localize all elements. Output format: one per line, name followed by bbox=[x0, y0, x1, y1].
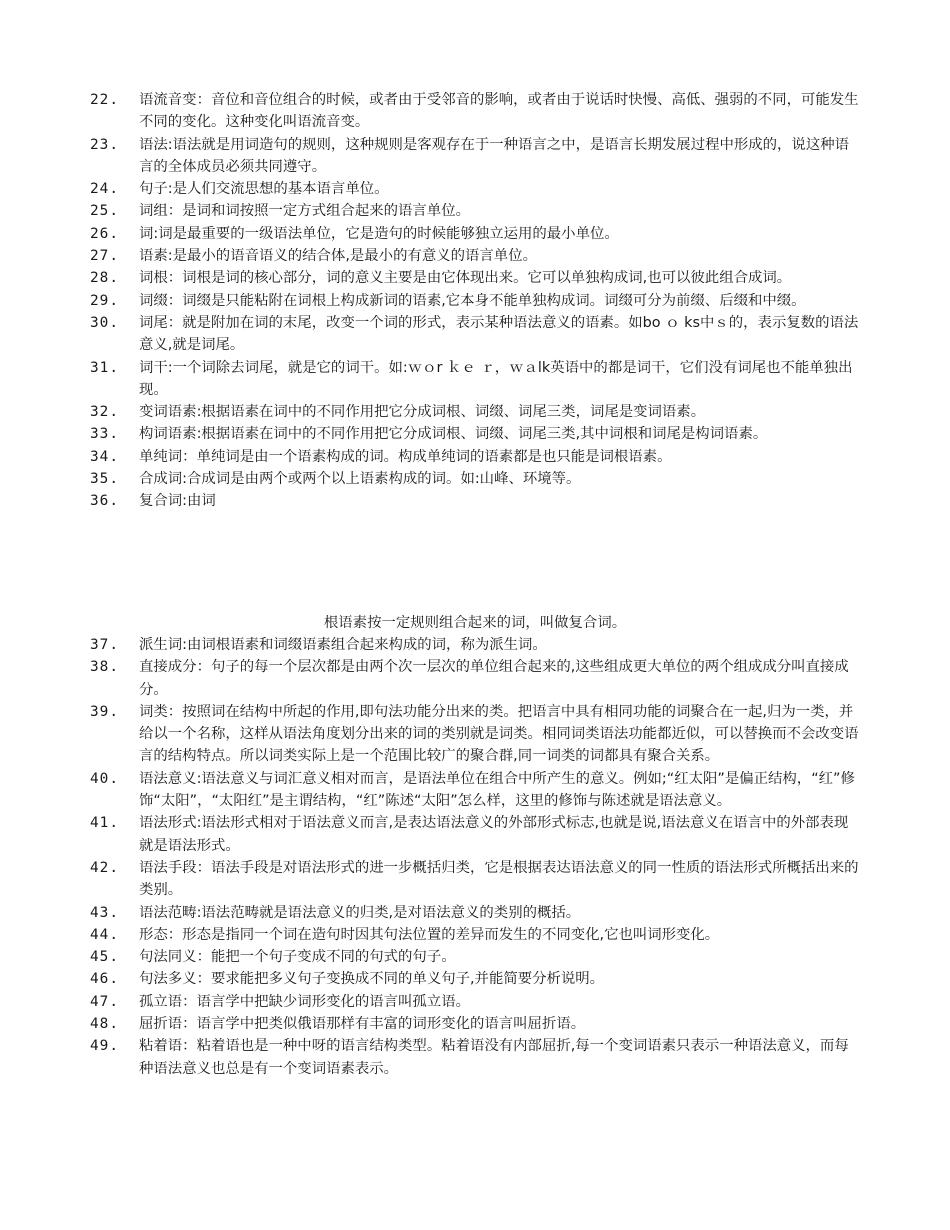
definition-item bbox=[0, 89, 950, 134]
definition-item bbox=[0, 902, 950, 924]
definition-item bbox=[0, 468, 950, 490]
item-number: 32. bbox=[90, 404, 119, 421]
item-text: 粘着语：粘着语也是一种中呀的语言结构类型。粘着语没有内部屈折,每一个变词语素只表示一种语法意义，而每种语法意义也总是有一个变词语素表示。 bbox=[139, 1038, 849, 1077]
item-text: 语法手段：语法手段是对语法形式的进一步概括归类，它是根据表达语法意义的同一性质的语法形式所概括出来的类别。 bbox=[139, 859, 859, 899]
item-text: 句法同义：能把一个句子变成不同的句式的句子。 bbox=[139, 949, 456, 966]
definition-item bbox=[0, 290, 950, 312]
item-number: 27. bbox=[90, 248, 119, 265]
item-text: 词类：按照词在结构中所起的作用,即句法功能分出来的类。把语言中具有相同功能的词聚合在一起,归为一类，并给以一个名称，这样从语法角度划分出来的词的类别就是词类。相同词类语法功能都近似，可以替换而不会改变语言的结构特点。所以词类实际上是一个范围比较广的聚合群,同一词类的词都具有聚合关系。 bbox=[139, 703, 859, 765]
item-text: 变词语素:根据语素在词中的不同作用把它分成词根、词缀、词尾三类，词尾是变词语素。 bbox=[139, 404, 706, 421]
item-number: 26. bbox=[90, 225, 119, 242]
item-number: 23. bbox=[90, 136, 119, 153]
definition-item bbox=[0, 401, 950, 423]
item-text: 合成词:合成词是由两个或两个以上语素构成的词。如:山峰、环境等。 bbox=[139, 471, 581, 488]
definition-item bbox=[0, 946, 950, 968]
definition-item bbox=[0, 991, 950, 1013]
item-number: 24. bbox=[90, 181, 119, 198]
item-text: 语法:语法就是用词造句的规则，这种规则是客观存在于一种语言之中，是语言长期发展过程中形成的，说这种语言的全体成员必须共同遵守。 bbox=[139, 136, 849, 175]
definition-item bbox=[0, 1035, 950, 1080]
item-number: 41. bbox=[90, 815, 119, 832]
definition-item bbox=[0, 924, 950, 946]
item-text: 语流音变：音位和音位组合的时候，或者由于受邻音的影响，或者由于说话时快慢、高低、强弱的不同，可能发生不同的变化。这种变化叫语流音变。 bbox=[139, 92, 859, 131]
definition-item bbox=[0, 634, 950, 656]
definition-item bbox=[0, 656, 950, 701]
item-number: 49. bbox=[90, 1038, 119, 1055]
item-text: 词组：是词和词按照一定方式组合起来的语言单位。 bbox=[139, 203, 470, 220]
item-number: 38. bbox=[90, 659, 119, 676]
definition-item bbox=[0, 1013, 950, 1035]
item-text: 句法多义：要求能把多义句子变换成不同的单义句子,并能简要分析说明。 bbox=[139, 971, 605, 988]
item-number: 28. bbox=[90, 270, 119, 287]
item-number: 30. bbox=[90, 314, 119, 331]
item-text: 语法范畴:语法范畴就是语法意义的归类,是对语法意义的类别的概括。 bbox=[139, 904, 581, 921]
item-number: 43. bbox=[90, 904, 119, 921]
item-text: 构词语素:根据语素在词中的不同作用把它分成词根、词缀、词尾三类,其中词根和词尾是构词语素。 bbox=[139, 426, 768, 443]
item-text: 语素:是最小的语音语义的结合体,是最小的有意义的语言单位。 bbox=[139, 248, 537, 265]
item-number: 22. bbox=[90, 92, 119, 108]
item-text: 单纯词：单纯词是由一个语素构成的词。构成单纯词的语素都是也只能是词根语素。 bbox=[139, 448, 672, 465]
definition-item bbox=[0, 245, 950, 267]
item-number: 35. bbox=[90, 471, 119, 488]
definition-item bbox=[0, 423, 950, 445]
item-number: 44. bbox=[90, 926, 119, 943]
item-text: 孤立语：语言学中把缺少词形变化的语言叫孤立语。 bbox=[139, 993, 470, 1010]
definition-item bbox=[0, 178, 950, 200]
item-number: 33. bbox=[90, 426, 119, 443]
definition-item bbox=[0, 768, 950, 813]
item-text: 句子:是人们交流思想的基本语言单位。 bbox=[139, 181, 389, 198]
item-text: 词干:一个词除去词尾，就是它的词干。如:ｗｏr ｋｅ ｒ，ｗａlk英语中的都是词干，它们没有词尾也不能单独出现。 bbox=[139, 359, 853, 398]
definition-item bbox=[0, 968, 950, 990]
item-text: 派生词:由词根语素和词缀语素组合起来构成的词，称为派生词。 bbox=[139, 637, 547, 653]
definition-list-second bbox=[0, 634, 950, 1080]
item-number: 29. bbox=[90, 292, 119, 309]
item-number: 42. bbox=[90, 859, 119, 876]
definition-item bbox=[0, 701, 950, 768]
definition-item bbox=[0, 312, 950, 357]
item-number: 37. bbox=[90, 637, 119, 653]
definition-item bbox=[0, 812, 950, 857]
definition-item bbox=[0, 200, 950, 222]
item-text: 复合词:由词 bbox=[139, 493, 216, 510]
definition-item bbox=[0, 134, 950, 179]
item-text: 形态：形态是指同一个词在造句时因其句法位置的差异而发生的不同变化,它也叫词形变化。 bbox=[139, 926, 720, 943]
item-text: 屈折语：语言学中把类似俄语那样有丰富的词形变化的语言叫屈折语。 bbox=[139, 1016, 586, 1033]
definition-item bbox=[0, 357, 950, 402]
item-text: 直接成分：句子的每一个层次都是由两个次一层次的单位组合起来的,这些组成更大单位的两个组成成分叫直接成分。 bbox=[139, 659, 849, 698]
continuation-line: 根语素按一定规则组合起来的词，叫做复合词。 bbox=[323, 615, 627, 631]
item-text: 语法形式:语法形式相对于语法意义而言,是表达语法意义的外部形式标志,也就是说,语法意义在语言中的外部表现就是语法形式。 bbox=[139, 815, 849, 854]
item-number: 36. bbox=[90, 493, 119, 510]
item-number: 31. bbox=[90, 359, 119, 376]
item-number: 40. bbox=[90, 770, 119, 787]
item-number: 39. bbox=[90, 703, 119, 720]
item-number: 25. bbox=[90, 203, 119, 220]
item-number: 48. bbox=[90, 1016, 119, 1033]
item-number: 46. bbox=[90, 971, 119, 988]
item-text: 词缀：词缀是只能粘附在词根上构成新词的语素,它本身不能单独构成词。词缀可分为前缀、后缀和中缀。 bbox=[139, 292, 806, 309]
definition-item bbox=[0, 490, 950, 512]
item-number: 47. bbox=[90, 993, 119, 1010]
item-number: 45. bbox=[90, 949, 119, 966]
definition-list-first bbox=[0, 89, 950, 513]
item-text: 词尾：就是附加在词的末尾，改变一个词的形式，表示某种语法意义的语素。如bo ｏ ks中ｓ的，表示复数的语法意义,就是词尾。 bbox=[139, 314, 859, 354]
item-number: 34. bbox=[90, 448, 119, 465]
item-text: 语法意义:语法意义与词汇意义相对而言，是语法单位在组合中所产生的意义。例如;“红太阳”是偏正结构，“红”修饰“太阳”，“太阳红”是主谓结构，“红”陈述“太阳”怎么样，这里的修饰与陈述就是语法意义。 bbox=[139, 770, 855, 810]
definition-item bbox=[0, 267, 950, 289]
definition-item bbox=[0, 446, 950, 468]
definition-item bbox=[0, 223, 950, 245]
definition-item bbox=[0, 857, 950, 902]
item-text: 词根：词根是词的核心部分，词的意义主要是由它体现出来。它可以单独构成词,也可以彼此组合成词。 bbox=[139, 270, 792, 287]
item-text: 词:词是最重要的一级语法单位，它是造句的时候能够独立运用的最小单位。 bbox=[139, 225, 619, 242]
